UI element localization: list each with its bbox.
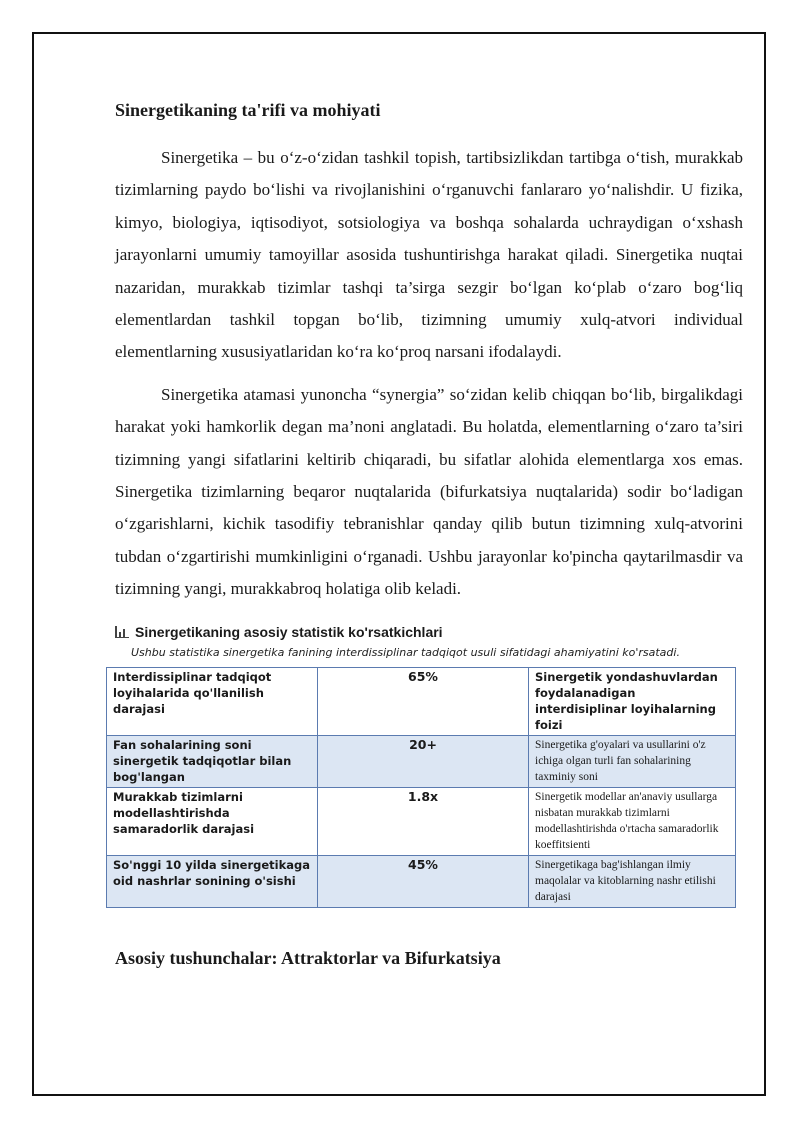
metric-cell: So'nggi 10 yilda sinergetikaga oid nashrlar sonining o'sishi (107, 855, 318, 907)
metric-cell: Interdissiplinar tadqiqot loyihalarida qo'llanilish darajasi (107, 667, 318, 735)
stats-table (106, 667, 736, 908)
value-cell: 20+ (318, 735, 529, 787)
value-cell: 65% (318, 667, 529, 735)
metric-cell: Fan sohalarining soni sinergetik tadqiqotlar bilan bog'langan (107, 735, 318, 787)
description-cell: Sinergetik modellar an'anaviy usullarga nisbatan murakkab tizimlarni modellashtirishda o'rtacha samaradorlik koeffitsienti (529, 787, 736, 855)
metric-cell: Murakkab tizimlarni modellashtirishda samaradorlik darajasi (107, 787, 318, 855)
paragraph-1: Sinergetika – bu o‘z-o‘zidan tashkil topish, tartibsizlikdan tartibga o‘tish, murakkab tizimlarning paydo bo‘lishi va rivojlanishini o‘rganuvchi fanlararo yo‘nalishdir. U fizika, kimyo, biologiya, iqtisodiyot, sotsiologiya va boshqa sohalarda uchraydigan o‘xshash jarayonlarni umumiy tamoyillar asosida tushuntirishga harakat qiladi. Sinergetika nuqtai nazaridan, murakkab tizimlar tashqi ta’sirga sezgir bo‘lgan ko‘plab o‘zaro bog‘liq elementlardan tashkil topgan bo‘lib, tizimning umumiy xulq-atvori individual elementlarning xususiyatlaridan ko‘ra ko‘proq narsani ifodalaydi. (115, 148, 743, 362)
bar-chart-icon (115, 626, 129, 638)
table-row (107, 667, 736, 735)
section-heading-2: Asosiy tushunchalar: Attraktorlar va Bifurkatsiya (115, 947, 501, 968)
description-cell: Sinergetikaga bag'ishlangan ilmiy maqolalar va kitoblarning nashr etilishi darajasi (529, 855, 736, 907)
value-cell: 45% (318, 855, 529, 907)
value-cell: 1.8x (318, 787, 529, 855)
stats-caption: Ushbu statistika sinergetika fanining interdissiplinar tadqiqot usuli sifatidagi ahamiyatini ko'rsatadi. (131, 645, 680, 659)
table-row (107, 735, 736, 787)
stats-title (115, 624, 743, 640)
table-row (107, 787, 736, 855)
description-cell: Sinergetika g'oyalari va usullarini o'z ichiga olgan turli fan sohalarining taxminiy soni (529, 735, 736, 787)
stats-title-text: Sinergetikaning asosiy statistik ko'rsatkichlari (135, 623, 443, 640)
section-heading: Sinergetikaning ta'rifi va mohiyati (115, 100, 381, 120)
description-cell: Sinergetik yondashuvlardan foydalanadigan interdisiplinar loyihalarning foizi (529, 667, 736, 735)
table-row (107, 855, 736, 907)
paragraph-2: Sinergetika atamasi yunoncha “synergia” so‘zidan kelib chiqqan bo‘lib, birgalikdagi harakat yoki hamkorlik degan ma’noni anglatadi. Bu holatda, elementlarning o‘zaro ta’siri tizimning yangi sifatlarini keltirib chiqaradi, bu sifatlar alohida elementlarga xos emas. Sinergetika tizimlarning beqaror nuqtalarida (bifurkatsiya nuqtalarida) sodir bo‘ladigan o‘zgarishlarni, kichik tasodifiy tebranishlar qanday qilib butun tizimning xulq-atvorini tubdan o‘zgartirishi mumkinligini o‘rganadi. Ushbu jarayonlar ko'pincha qaytarilmasdir va tizimning yangi, murakkabroq holatiga olib keladi. (115, 384, 743, 599)
document-content (115, 98, 743, 969)
